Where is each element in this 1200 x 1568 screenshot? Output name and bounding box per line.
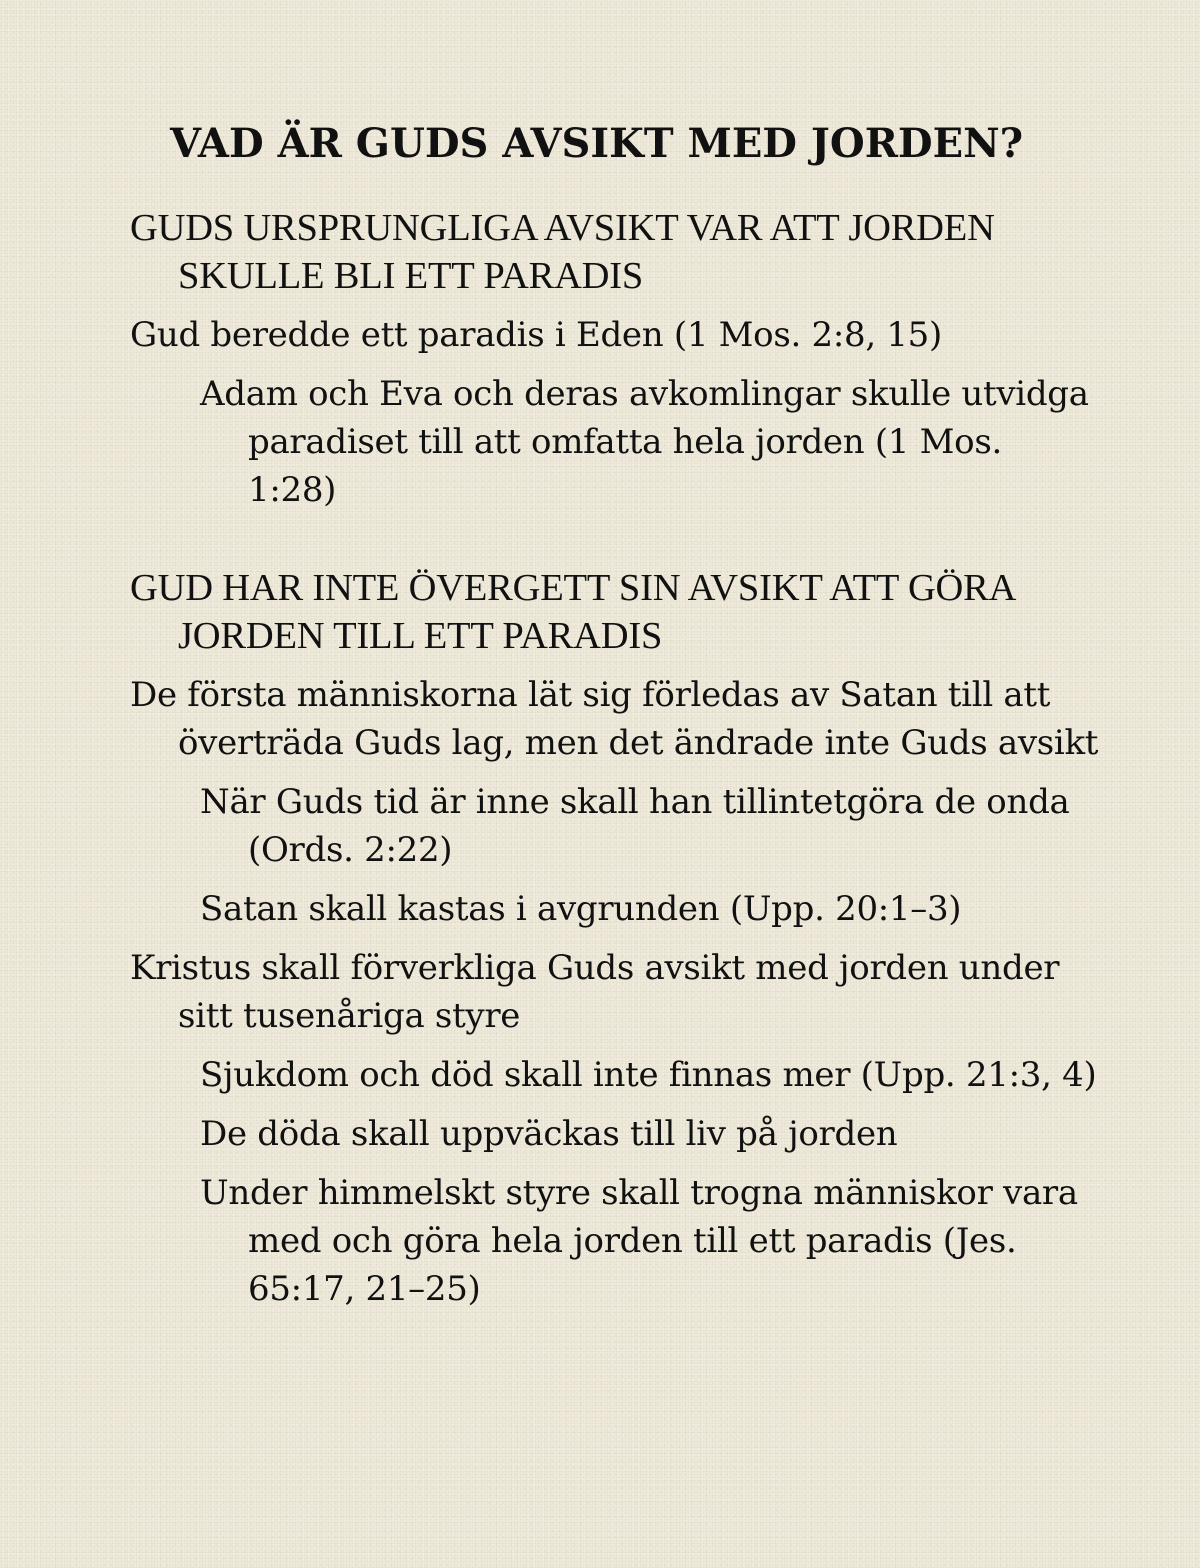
- section-heading: GUDS URSPRUNGLIGA AVSIKT VAR ATT JORDEN SKULLE BLI ETT PARADIS: [130, 207, 995, 297]
- section-original-purpose: [130, 204, 1100, 514]
- outline-subpoint: Satan skall kastas i avgrunden (Upp. 20:1–3): [200, 889, 962, 929]
- section-heading: GUD HAR INTE ÖVERGETT SIN AVSIKT ATT GÖRA JORDEN TILL ETT PARADIS: [130, 567, 1015, 657]
- outline-point: De första människorna lät sig förledas av Satan till att överträda Guds lag, men det ändrade inte Guds avsikt: [130, 675, 1099, 763]
- outline-subpoint: De döda skall uppväckas till liv på jorden: [200, 1114, 898, 1154]
- outline-point: Gud beredde ett paradis i Eden (1 Mos. 2:8, 15): [130, 315, 942, 355]
- outline-subpoint: Sjukdom och död skall inte finnas mer (Upp. 21:3, 4): [200, 1055, 1097, 1095]
- outline-point: Kristus skall förverkliga Guds avsikt med jorden under sitt tusenåriga styre: [130, 948, 1060, 1036]
- outline-subpoint: När Guds tid är inne skall han tillintetgöra de onda (Ords. 2:22): [200, 782, 1070, 870]
- page-title: VAD ÄR GUDS AVSIKT MED JORDEN?: [170, 120, 1024, 167]
- outline-subpoint: Adam och Eva och deras avkomlingar skulle utvidga paradiset till att omfatta hela jorden (1 Mos. 1:28): [200, 374, 1089, 510]
- outline-subpoint: Under himmelskt styre skall trogna människor vara med och göra hela jorden till ett paradis (Jes. 65:17, 21–25): [200, 1173, 1078, 1309]
- section-purpose-unchanged: [130, 564, 1100, 1313]
